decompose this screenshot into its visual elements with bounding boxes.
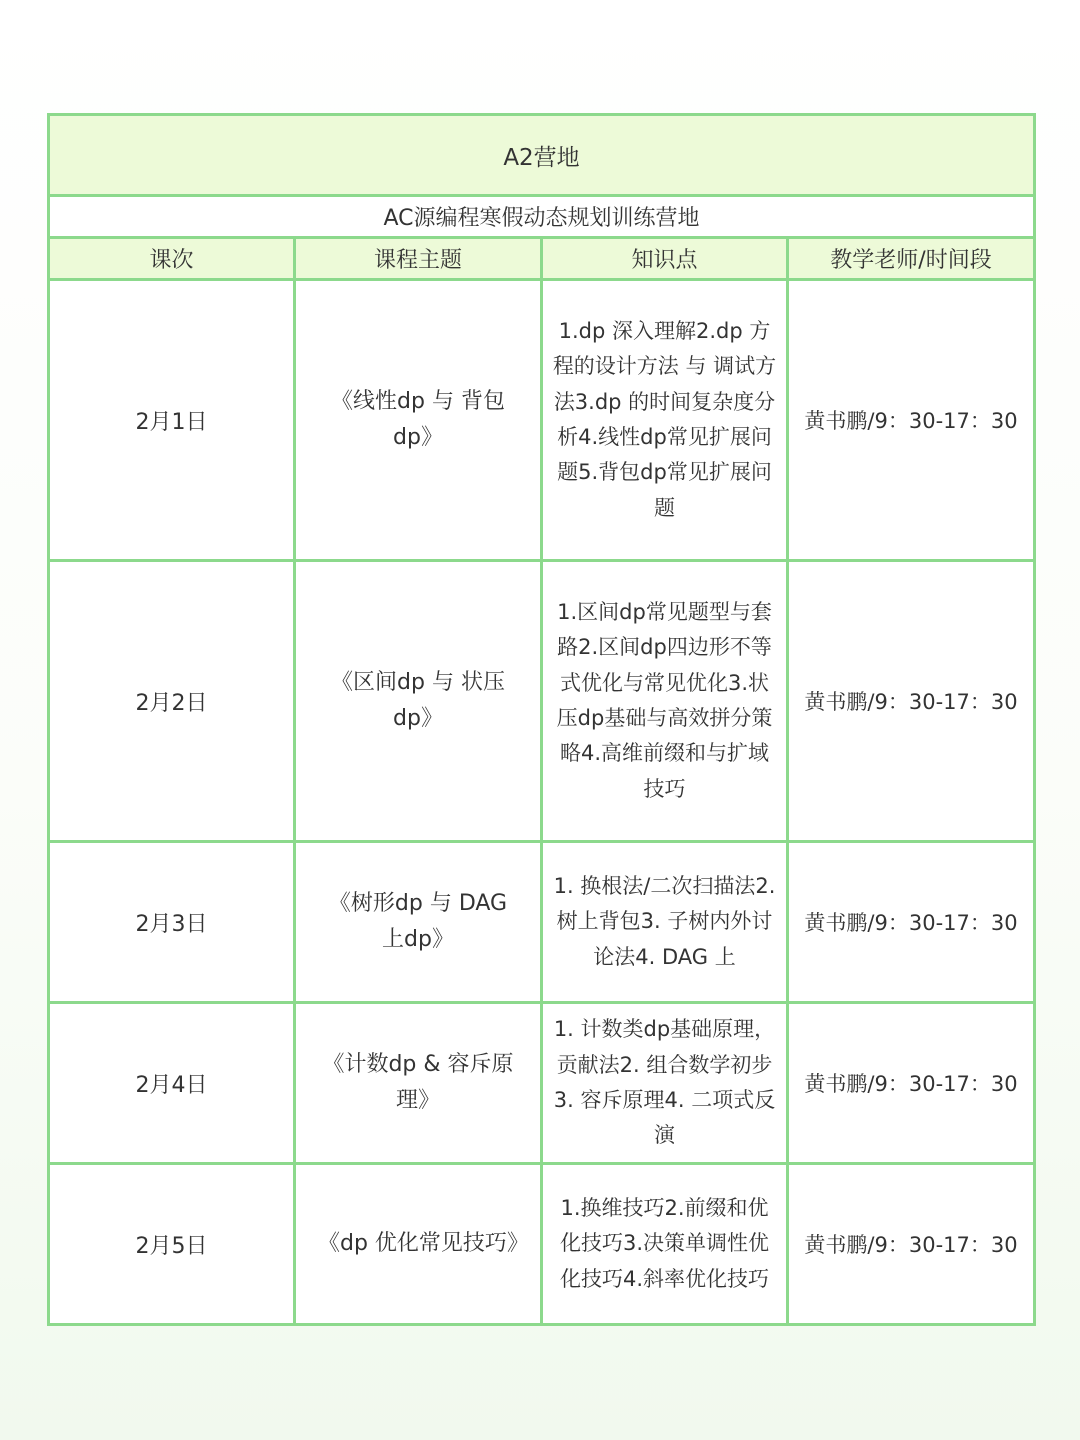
lesson-points: 1. 计数类dp基础原理，贡献法2. 组合数学初步3. 容斥原理4. 二项式反演 xyxy=(542,1003,788,1164)
lesson-teacher: 黄书鹏/9：30-17：30 xyxy=(788,561,1035,842)
lesson-teacher: 黄书鹏/9：30-17：30 xyxy=(788,280,1035,561)
lesson-topic: 《树形dp 与 DAG 上dp》 xyxy=(295,842,542,1003)
header-topic: 课程主题 xyxy=(295,238,542,280)
table-row xyxy=(49,1003,1035,1164)
table-title: A2营地 xyxy=(49,115,1035,196)
lesson-points: 1.dp 深入理解2.dp 方程的设计方法 与 调试方法3.dp 的时间复杂度分析4.线性dp常见扩展问题5.背包dp常见扩展问题 xyxy=(542,280,788,561)
header-row xyxy=(49,238,1035,280)
lesson-points: 1.区间dp常见题型与套路2.区间dp四边形不等式优化与常见优化3.状压dp基础与高效拼分策略4.高维前缀和与扩域技巧 xyxy=(542,561,788,842)
subtitle-row xyxy=(49,196,1035,238)
lesson-points: 1.换维技巧2.前缀和优化技巧3.决策单调性优化技巧4.斜率优化技巧 xyxy=(542,1164,788,1325)
lesson-topic: 《dp 优化常见技巧》 xyxy=(295,1164,542,1325)
lesson-topic: 《线性dp 与 背包dp》 xyxy=(295,280,542,561)
lesson-points: 1. 换根法/二次扫描法2. 树上背包3. 子树内外讨论法4. DAG 上 xyxy=(542,842,788,1003)
lesson-day: 2月4日 xyxy=(49,1003,295,1164)
table-row xyxy=(49,1164,1035,1325)
lesson-teacher: 黄书鹏/9：30-17：30 xyxy=(788,1164,1035,1325)
lesson-teacher: 黄书鹏/9：30-17：30 xyxy=(788,1003,1035,1164)
header-points: 知识点 xyxy=(542,238,788,280)
table-row xyxy=(49,280,1035,561)
schedule-table xyxy=(47,113,1036,1326)
lesson-day: 2月2日 xyxy=(49,561,295,842)
lesson-day: 2月1日 xyxy=(49,280,295,561)
table-row xyxy=(49,842,1035,1003)
header-day: 课次 xyxy=(49,238,295,280)
lesson-teacher: 黄书鹏/9：30-17：30 xyxy=(788,842,1035,1003)
lesson-topic: 《区间dp 与 状压dp》 xyxy=(295,561,542,842)
lesson-day: 2月3日 xyxy=(49,842,295,1003)
lesson-topic: 《计数dp & 容斥原理》 xyxy=(295,1003,542,1164)
table-subtitle: AC源编程寒假动态规划训练营地 xyxy=(49,196,1035,238)
title-row xyxy=(49,115,1035,196)
lesson-day: 2月5日 xyxy=(49,1164,295,1325)
header-teacher: 教学老师/时间段 xyxy=(788,238,1035,280)
table-row xyxy=(49,561,1035,842)
